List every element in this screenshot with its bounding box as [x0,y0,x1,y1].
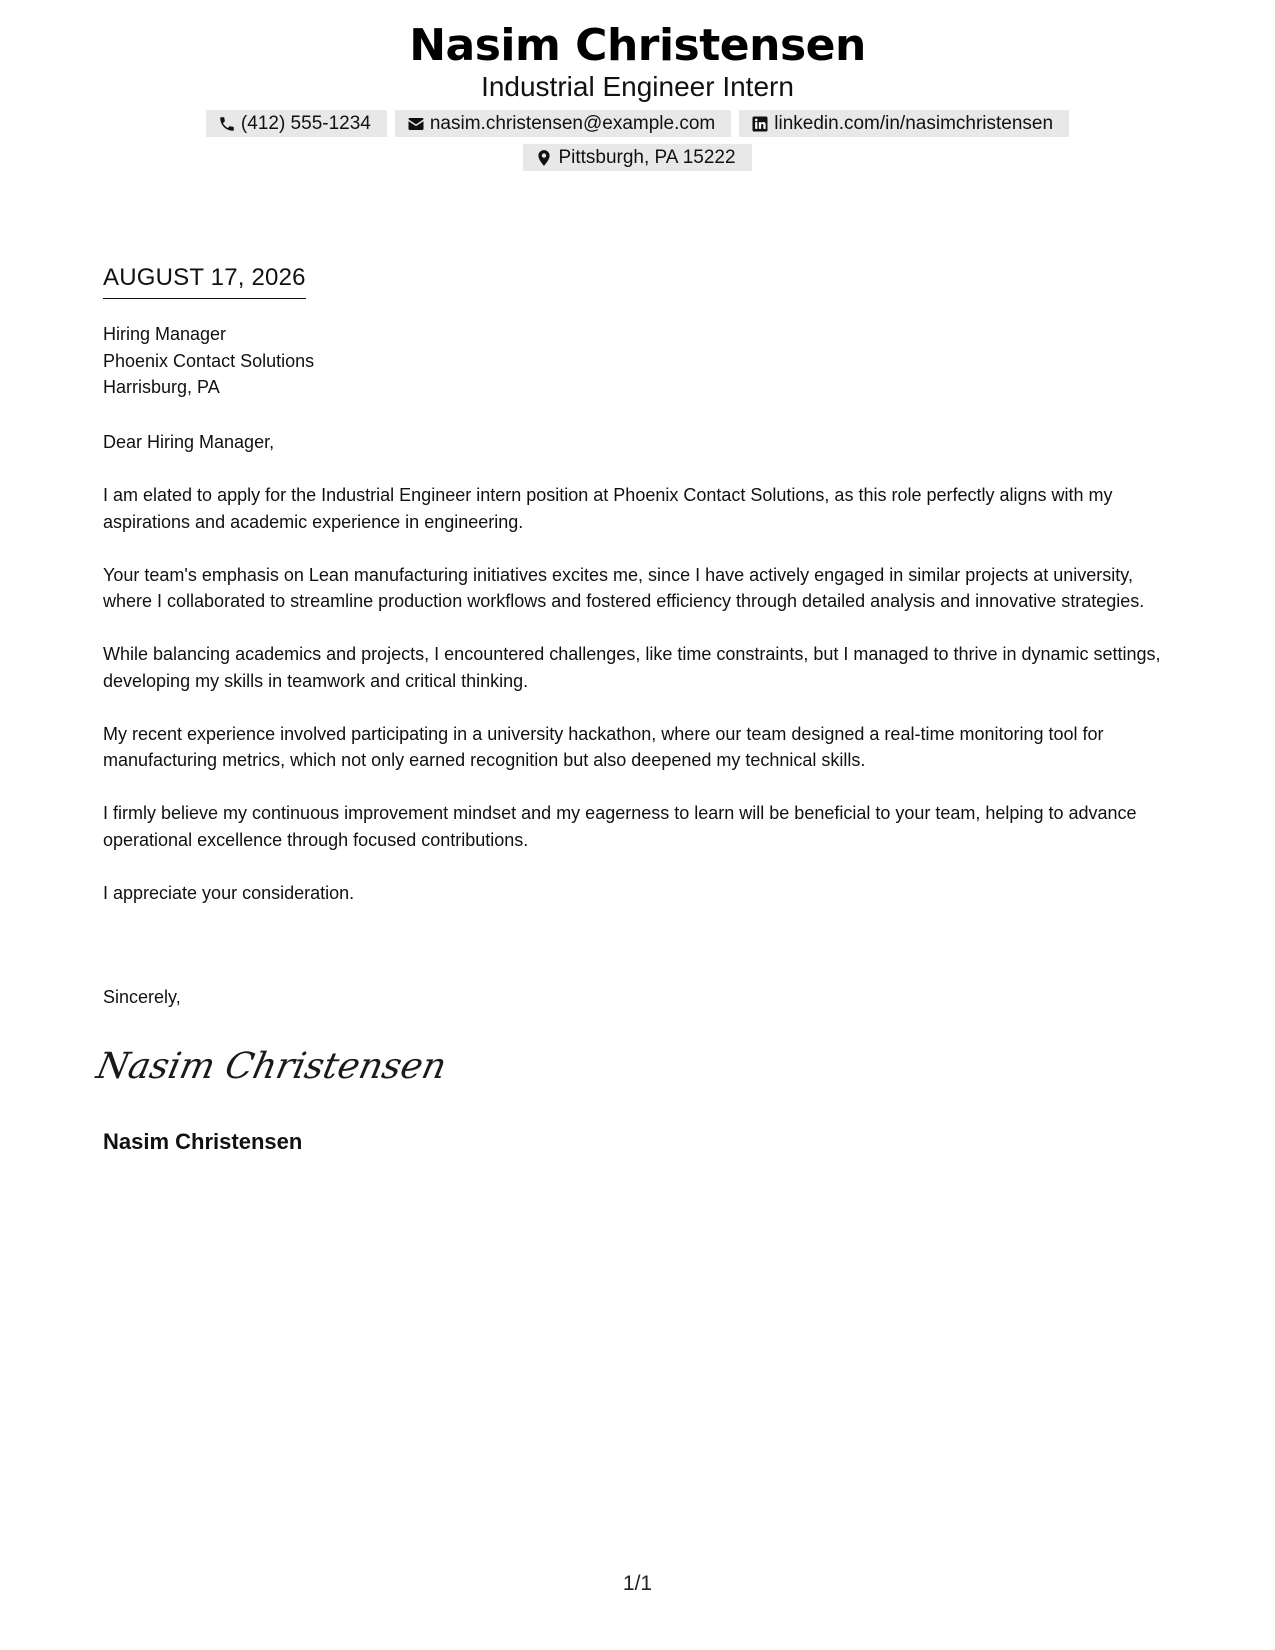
phone-icon [218,115,236,133]
phone-text: (412) 555-1234 [240,112,371,134]
recipient-title: Hiring Manager [103,324,227,344]
email-chip[interactable] [395,110,731,137]
location-text: Pittsburgh, PA 15222 [558,146,736,168]
applicant-name: Nasim Christensen [409,20,866,71]
body-paragraph: My recent experience involved participating in a university hackathon, where our team designed a real-time monitoring tool for manufacturing metrics, which not only earned recognition but also deepened my technical skills. [103,723,1104,770]
linkedin-chip[interactable] [739,110,1069,137]
email-text: nasim.christensen@example.com [429,112,716,134]
recipient-company: Phoenix Contact Solutions [103,350,315,371]
location-chip [523,144,751,171]
contact-row-location [0,144,1275,171]
closing: Sincerely, [103,987,181,1007]
letter-body [103,429,1178,933]
handwritten-signature [93,1040,451,1090]
phone-chip[interactable] [206,110,387,137]
body-paragraph: I appreciate your consideration. [103,882,355,903]
body-paragraph: Your team's emphasis on Lean manufacturing initiatives excites me, since I have actively engaged in similar projects at university, where I collaborated to streamline production workflows and fostered efficiency through detailed analysis and innovative strategies. [103,564,1145,611]
linkedin-text: linkedin.com/in/nasimchristensen [774,112,1054,134]
body-paragraph: While balancing academics and projects, I encountered challenges, like time constraints, but I managed to thrive in dynamic settings, developing my skills in teamwork and critical thinking. [103,644,1161,691]
recipient-block [103,321,314,401]
linkedin-icon [751,115,769,133]
applicant-title: Industrial Engineer Intern [481,71,794,102]
page-number: 1/1 [622,1572,653,1595]
envelope-icon [407,115,425,133]
signature-text: Nasim Christensen [93,1044,451,1087]
letter-date: AUGUST 17, 2026 [103,262,306,299]
map-pin-icon [535,149,553,167]
recipient-location: Harrisburg, PA [103,377,220,397]
body-paragraph: I am elated to apply for the Industrial Engineer intern position at Phoenix Contact Solutions, as this role perfectly aligns with my aspirations and academic experience in engineering. [103,485,1113,532]
letter-header [0,18,1275,171]
signed-name: Nasim Christensen [103,1129,303,1154]
body-paragraph: I firmly believe my continuous improvement mindset and my eagerness to learn will be beneficial to your team, helping to advance operational excellence through focused contributions. [103,803,1137,850]
contact-row [0,110,1275,137]
salutation: Dear Hiring Manager, [103,432,275,452]
